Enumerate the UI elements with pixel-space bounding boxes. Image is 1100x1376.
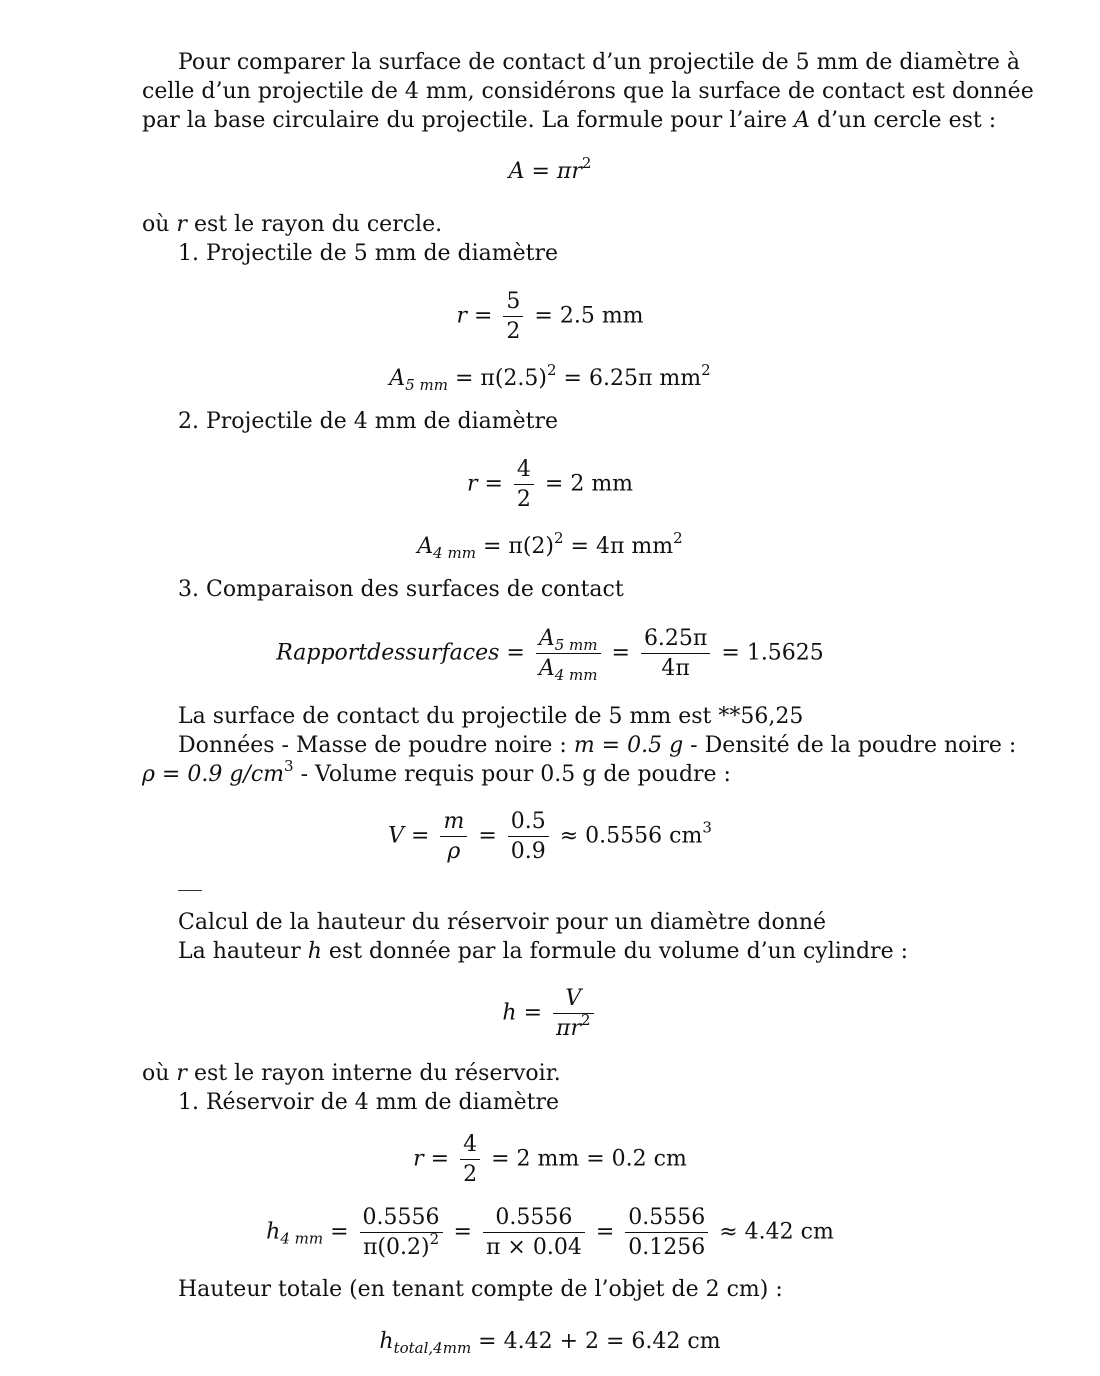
var-A: A [794, 108, 810, 133]
intro-line-3-end: d’un cercle est : [816, 108, 997, 133]
step-3-label: 3. Comparaison des surfaces de contact [178, 577, 624, 602]
denominator: 0.1256 [628, 1235, 706, 1260]
equation-area-4mm [0, 529, 1100, 562]
note-b: est le rayon interne du réservoir. [193, 1061, 561, 1086]
eq-op: = [611, 640, 630, 666]
eq-op: = [330, 1219, 349, 1245]
eq-lhs: h [266, 1219, 281, 1245]
eq-sub: 4 mm [433, 544, 476, 562]
numerator: 4 [460, 1130, 480, 1160]
density-exp: 3 [284, 757, 294, 775]
height-section-intro [178, 937, 908, 966]
numerator [553, 984, 594, 1014]
conclusion-line: La surface de contact du projectile de 5 mm est **56,25 [178, 704, 804, 729]
numerator: 6.25π [641, 624, 710, 654]
den-text: π(0.2) [362, 1235, 430, 1260]
mass-value: m = 0.5 g [573, 733, 684, 758]
denominator: 2 [463, 1162, 478, 1187]
fraction [514, 455, 534, 514]
eq-lhs: r = [456, 303, 493, 329]
radius-note-b: est le rayon du cercle. [193, 212, 443, 237]
height-section-note [142, 1059, 561, 1088]
denominator: 0.9 [510, 839, 546, 864]
den-var: πr [556, 1016, 582, 1041]
den-exp: 2 [429, 1230, 440, 1248]
numerator: 0.5 [508, 807, 549, 837]
eq-lhs: V = [388, 823, 430, 849]
total-height-label: Hauteur totale (en tenant compte de l’objet de 2 cm) : [178, 1277, 783, 1302]
num-var: V [565, 986, 582, 1011]
equation-height [0, 984, 1100, 1043]
equation-ratio [0, 624, 1100, 683]
height-section-title: Calcul de la hauteur du réservoir pour un diamètre donné [178, 910, 827, 935]
intro-line-1: Pour comparer la surface de contact d’un projectile de 5 mm de diamètre à [178, 50, 1021, 75]
fraction-m-rho [440, 807, 467, 866]
den-exp: 2 [581, 1011, 591, 1029]
radius-note [142, 210, 442, 239]
denominator: π × 0.04 [485, 1235, 582, 1260]
eq-rhs: = 2 mm = 0.2 cm [491, 1146, 687, 1172]
eq-lhs: r = [466, 471, 503, 497]
equation-circle-area [0, 154, 1100, 186]
fraction-values [641, 624, 710, 683]
num-var: m [443, 809, 465, 834]
numerator: 5 [503, 287, 523, 317]
eq-exp: 2 [673, 529, 683, 547]
fraction-areas [536, 624, 601, 683]
denominator [360, 1230, 443, 1262]
eq-op: = [453, 1219, 472, 1245]
eq-op: = [531, 159, 550, 184]
data-text-c: - Volume requis pour 0.5 g de poudre : [300, 762, 731, 787]
num-sub: 5 mm [554, 636, 598, 654]
equation-radius-5mm [0, 287, 1100, 346]
den-sub: 4 mm [554, 666, 598, 684]
fraction-v-pir2 [553, 984, 594, 1043]
eq-exp: 3 [702, 818, 712, 837]
eq-rhs: = 1.5625 [721, 640, 824, 666]
eq-op: = [595, 1219, 615, 1245]
eq-lhs: A [417, 534, 434, 559]
data-text-a: Données - Masse de poudre noire : [178, 733, 567, 758]
eq-sub: 5 mm [405, 376, 448, 394]
eq-rhs: = 4.42 + 2 = 6.42 cm [478, 1329, 721, 1354]
fraction-values [508, 807, 549, 866]
equation-total-height [0, 1327, 1100, 1356]
numerator: 0.5556 [360, 1203, 443, 1233]
equation-radius-4mm [0, 455, 1100, 514]
den-var: ρ [447, 839, 461, 864]
equation-volume [0, 807, 1100, 866]
eq-rhs: = 6.25π mm [563, 366, 702, 391]
eq-exp: 2 [701, 361, 711, 379]
den-var: A [538, 656, 555, 681]
eq-sub: total,4mm [393, 1339, 472, 1357]
denominator [553, 1011, 594, 1043]
numerator: 4 [514, 455, 534, 485]
eq-rhs: = 4π mm [570, 534, 674, 559]
data-line-2 [142, 757, 731, 789]
eq-lhs: h [379, 1329, 394, 1354]
intro-a: La hauteur [178, 939, 301, 964]
eq-rhs: = 2 mm [544, 471, 634, 497]
numerator: 0.5556 [483, 1203, 585, 1233]
eq-mid: = π(2) [482, 534, 554, 559]
note-a: où [142, 1061, 170, 1086]
intro-b: est donnée par la formule du volume d’un cylindre : [328, 939, 908, 964]
denominator [536, 654, 601, 683]
eq-sub: 4 mm [280, 1229, 324, 1248]
equation-reservoir-radius [0, 1130, 1100, 1189]
intro-line-3 [142, 106, 996, 135]
eq-op: = [478, 823, 497, 849]
var-r: r [176, 212, 187, 237]
intro-line-2: celle d’un projectile de 4 mm, considérons que la surface de contact est donnée [142, 79, 1034, 104]
numerator [440, 807, 467, 837]
data-text-b: - Densité de la poudre noire : [690, 733, 1017, 758]
denominator: 4π [661, 656, 690, 681]
horizontal-rule [178, 890, 202, 891]
denominator: 2 [506, 319, 521, 344]
radius-note-a: où [142, 212, 170, 237]
reservoir-1-label: 1. Réservoir de 4 mm de diamètre [178, 1090, 560, 1115]
eq-rhs: ≈ 0.5556 cm [559, 823, 703, 849]
eq-rhs: = 2.5 mm [534, 303, 644, 329]
fraction-3 [625, 1203, 708, 1262]
num-var: A [538, 626, 555, 651]
step-1-label: 1. Projectile de 5 mm de diamètre [178, 241, 559, 266]
eq-lhs: h = [502, 1000, 543, 1026]
step-2-label: 2. Projectile de 4 mm de diamètre [178, 409, 559, 434]
eq-exp: 2 [554, 529, 564, 547]
fraction-2 [483, 1203, 585, 1262]
density-value: ρ = 0.9 g/cm [142, 762, 285, 787]
fraction [460, 1130, 480, 1189]
numerator [536, 624, 601, 654]
eq-rhs: πr [556, 159, 582, 184]
var-r: r [176, 1061, 187, 1086]
eq-lhs: r = [413, 1146, 450, 1172]
fraction [503, 287, 523, 346]
numerator: 0.5556 [625, 1203, 708, 1233]
eq-mid: = π(2.5) [454, 366, 547, 391]
eq-rhs: ≈ 4.42 cm [719, 1219, 834, 1245]
equation-reservoir-height [0, 1203, 1100, 1262]
eq-exp: 2 [547, 361, 557, 379]
eq-lhs: Rapportdessurfaces = [276, 640, 525, 666]
denominator [440, 837, 467, 866]
denominator: 2 [516, 487, 531, 512]
fraction-1 [360, 1203, 443, 1262]
var-h: h [307, 939, 322, 964]
eq-lhs: A [389, 366, 406, 391]
intro-line-3-text: par la base circulaire du projectile. La formule pour l’aire [142, 108, 788, 133]
equation-area-5mm [0, 361, 1100, 394]
eq-exp: 2 [581, 154, 592, 172]
data-line-1 [178, 731, 1016, 760]
eq-lhs: A [508, 159, 525, 184]
